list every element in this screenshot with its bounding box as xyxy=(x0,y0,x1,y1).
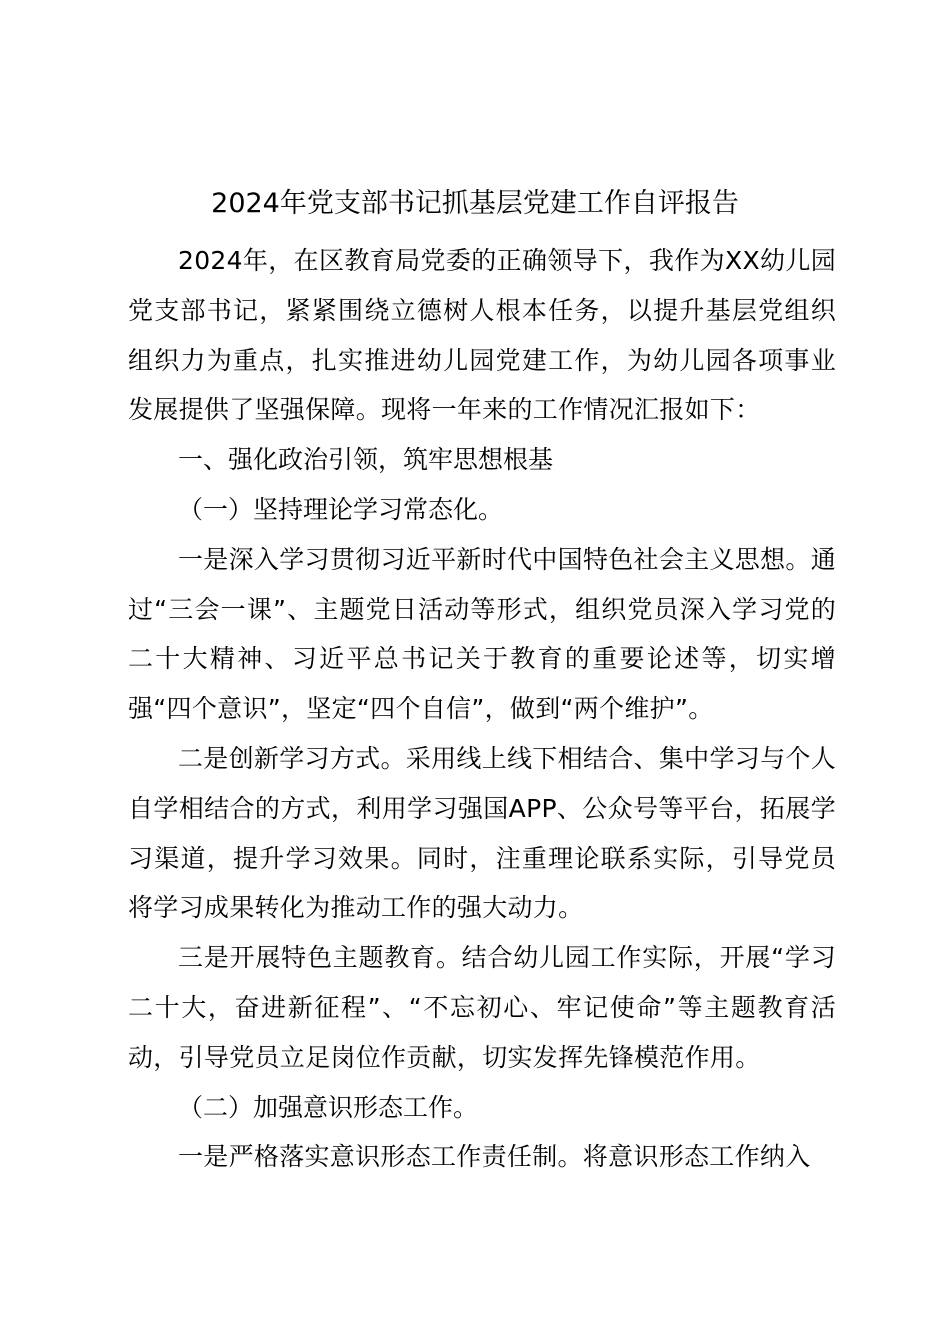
document-title: 2024年党支部书记抓基层党建工作自评报告 xyxy=(211,188,739,219)
intro-paragraph: 2024年，在区教育局党委的正确领导下，我作为XX幼儿园党支部书记，紧紧围绕立德树人根本任务，以提升基层党组织组织力为重点，扎实推进幼儿园党建工作，为幼儿园各项事业发展提供了坚强保障。现将一年来的工作情况汇报如下： xyxy=(128,246,836,425)
section-heading-1: 一、强化政治引领，筑牢思想根基 xyxy=(178,445,554,475)
paragraph-4: 一是严格落实意识形态工作责任制。将意识形态工作纳入 xyxy=(178,1142,811,1172)
paragraph-2: 二是创新学习方式。采用线上线下相结合、集中学习与个人自学相结合的方式，利用学习强国APP、公众号等平台，拓展学习渠道，提升学习效果。同时，注重理论联系实际，引导党员将学习成果转化为推动工作的强大动力。 xyxy=(128,743,836,923)
subsection-heading-1: （一）坚持理论学习常态化。 xyxy=(178,494,504,524)
subsection-heading-2: （二）加强意识形态工作。 xyxy=(178,1092,479,1122)
paragraph-3: 三是开展特色主题教育。结合幼儿园工作实际，开展“学习二十大，奋进新征程”、“不忘初心、牢记使命”等主题教育活动，引导党员立足岗位作贡献，切实发挥先锋模范作用。 xyxy=(128,943,836,1072)
paragraph-1: 一是深入学习贯彻习近平新时代中国特色社会主义思想。通过“三会一课”、主题党日活动等形式，组织党员深入学习党的二十大精神、习近平总书记关于教育的重要论述等，切实增强“四个意识”，坚定“四个自信”，做到“两个维护”。 xyxy=(128,544,836,724)
document-body xyxy=(128,236,836,1182)
